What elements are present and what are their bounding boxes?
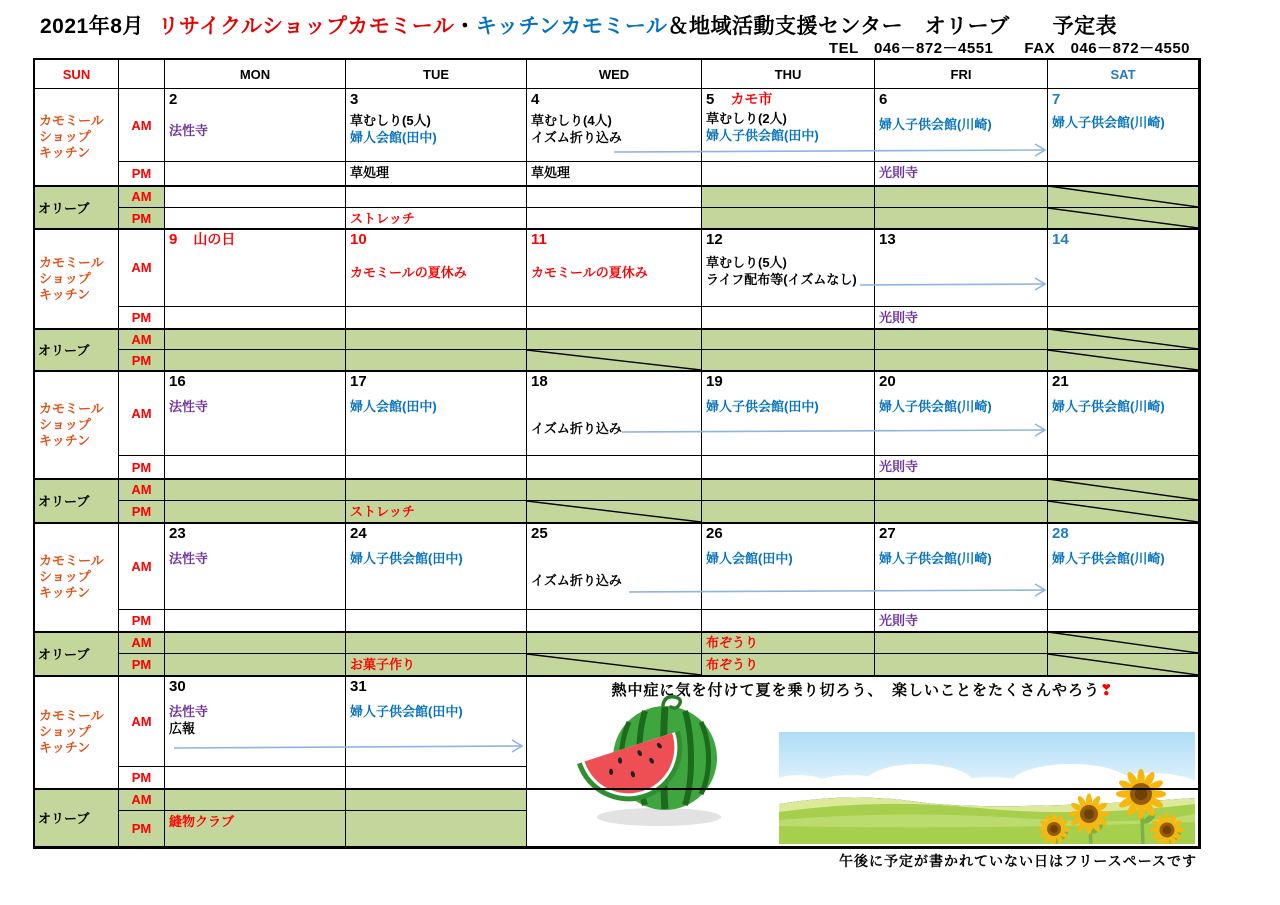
chamomile-label-line: カモミール <box>39 400 104 416</box>
pm-label: PM <box>119 307 165 329</box>
olive-cell-am-6 <box>875 186 1048 208</box>
olive-cell-pm-30 <box>165 811 346 847</box>
olive-cell-pm-28 <box>1048 654 1199 676</box>
summer-message: 熱中症に気を付けて夏を乗り切ろう、 楽しいことをたくさんやろう❣ <box>611 682 1114 699</box>
olive-pm-label: PM <box>119 811 165 847</box>
olive-cell-am-17 <box>346 479 527 501</box>
crossed-out-marker <box>1048 479 1198 500</box>
grid-separator <box>35 675 1199 677</box>
grid-separator <box>35 185 1199 187</box>
day-cell-pm-28 <box>1048 610 1199 632</box>
event-text: カモミールの夏休み <box>350 265 467 280</box>
event-text: 草むしり(4人) <box>531 113 612 128</box>
day-cell-pm-25 <box>527 610 702 632</box>
day-cell-am-10 <box>346 229 527 307</box>
event-text: お菓子作り <box>350 657 416 672</box>
day-cell-am-20 <box>875 371 1048 456</box>
event-text: 光則寺 <box>879 310 919 325</box>
date-note: 山の日 <box>193 231 236 247</box>
day-cell-am-2 <box>165 89 346 162</box>
olive-cell-am-18 <box>527 479 702 501</box>
am-label: AM <box>119 523 165 610</box>
date-number: 5 <box>706 91 715 108</box>
date-number: 7 <box>1052 91 1061 108</box>
date-number: 9 <box>169 231 178 248</box>
day-cell-pm-5 <box>702 162 875 186</box>
day-cell-am-5 <box>702 89 875 162</box>
olive-cell-am-24 <box>346 632 527 654</box>
olive-cell-am-21 <box>1048 479 1199 501</box>
day-cell-am-18 <box>527 371 702 456</box>
day-cell-pm-17 <box>346 456 527 479</box>
event-text: 縫物クラブ <box>169 814 235 829</box>
olive-cell-pm-31 <box>346 811 527 847</box>
day-cell-pm-12 <box>702 307 875 329</box>
title-rest: ＆地域活動支援センター オリーブ 予定表 <box>667 15 1118 38</box>
event-text: 法性寺 <box>169 551 209 566</box>
day-cell-am-23 <box>165 523 346 610</box>
event-text: ストレッチ <box>350 504 415 519</box>
event-text: 婦人子供会館(田中) <box>706 128 819 143</box>
event-text: 婦人会館(田中) <box>706 551 793 566</box>
olive-cell-am-25 <box>527 632 702 654</box>
olive-cell-am-4 <box>527 186 702 208</box>
date-number: 20 <box>879 373 896 390</box>
day-cell-pm-20 <box>875 456 1048 479</box>
header-cell-wed: WED <box>527 60 702 89</box>
summer-info-cell <box>527 676 1199 847</box>
olive-cell-am-2 <box>165 186 346 208</box>
olive-cell-am-5 <box>702 186 875 208</box>
date-number: 17 <box>350 373 367 390</box>
date-number: 18 <box>531 373 548 390</box>
event-text: 婦人会館(田中) <box>350 130 437 145</box>
date-number: 31 <box>350 678 367 695</box>
day-cell-am-3 <box>346 89 527 162</box>
olive-cell-pm-10 <box>346 350 527 371</box>
page-title <box>40 10 1117 40</box>
pm-label: PM <box>119 456 165 479</box>
day-cell-pm-6 <box>875 162 1048 186</box>
am-label: AM <box>119 229 165 307</box>
grid-separator <box>35 522 1199 524</box>
date-number: 3 <box>350 91 359 108</box>
olive-cell-am-23 <box>165 632 346 654</box>
day-cell-am-13 <box>875 229 1048 307</box>
tel-fax-line: TEL 046－872－4551 FAX 046－872－4550 <box>828 40 1190 57</box>
row-label-chamomile <box>35 523 119 632</box>
header-cell-sun: SUN <box>35 60 119 89</box>
chamomile-label-line: キッチン <box>39 145 91 160</box>
crossed-out-marker <box>527 654 701 675</box>
event-text: 婦人子供会館(田中) <box>350 704 463 719</box>
calendar-table <box>33 58 1201 849</box>
day-cell-pm-18 <box>527 456 702 479</box>
day-cell-am-31 <box>346 676 527 767</box>
event-text: 布ぞうり <box>706 635 759 650</box>
olive-cell-am-14 <box>1048 329 1199 350</box>
header-cell-mon: MON <box>165 60 346 89</box>
title-dot: ・ <box>454 15 476 38</box>
title-shop-name: リサイクルショップカモミール <box>157 15 455 38</box>
day-cell-pm-11 <box>527 307 702 329</box>
day-cell-am-12 <box>702 229 875 307</box>
chamomile-label-line: キッチン <box>39 432 91 448</box>
day-cell-am-19 <box>702 371 875 456</box>
crossed-out-marker <box>1048 329 1198 349</box>
olive-cell-pm-14 <box>1048 350 1199 371</box>
date-number: 6 <box>879 91 888 108</box>
olive-am-label: AM <box>119 632 165 654</box>
date-number: 30 <box>169 678 186 695</box>
olive-cell-am-28 <box>1048 632 1199 654</box>
day-cell-am-21 <box>1048 371 1199 456</box>
olive-cell-pm-16 <box>165 501 346 523</box>
day-cell-am-26 <box>702 523 875 610</box>
olive-cell-pm-6 <box>875 208 1048 229</box>
day-cell-pm-7 <box>1048 162 1199 186</box>
olive-cell-am-10 <box>346 329 527 350</box>
am-label: AM <box>119 676 165 767</box>
event-text: 婦人子供会館(川崎) <box>879 399 992 414</box>
day-cell-am-9 <box>165 229 346 307</box>
olive-am-label: AM <box>119 789 165 811</box>
date-number: 19 <box>706 373 723 390</box>
date-number: 13 <box>879 231 896 248</box>
chamomile-label-line: ショップ <box>39 416 91 432</box>
chamomile-label-line: ショップ <box>39 129 91 144</box>
date-number: 12 <box>706 231 723 248</box>
event-text: ライフ配布等(イズムなし) <box>706 272 857 287</box>
date-number: 14 <box>1052 231 1069 248</box>
title-kitchen-name: キッチンカモミール <box>475 15 668 38</box>
event-text: 草むしり(2人) <box>706 111 787 126</box>
day-cell-pm-14 <box>1048 307 1199 329</box>
event-text: 光則寺 <box>879 459 919 474</box>
chamomile-label-line: ショップ <box>39 569 91 584</box>
olive-cell-pm-17 <box>346 501 527 523</box>
grid-separator <box>35 228 1199 230</box>
olive-cell-am-12 <box>702 329 875 350</box>
pm-label: PM <box>119 767 165 789</box>
crossed-out-marker <box>1048 501 1198 522</box>
chamomile-label-line: カモミール <box>39 553 104 568</box>
free-space-note: 午後に予定が書かれていない日はフリースペースです <box>838 853 1197 869</box>
event-text: 光則寺 <box>879 613 919 628</box>
grid-separator <box>35 328 1199 330</box>
olive-cell-pm-19 <box>702 501 875 523</box>
day-cell-pm-21 <box>1048 456 1199 479</box>
event-text: 広報 <box>169 721 196 736</box>
olive-label: オリーブ <box>38 200 90 216</box>
crossed-out-marker <box>1048 632 1198 653</box>
olive-cell-pm-2 <box>165 208 346 229</box>
day-cell-pm-9 <box>165 307 346 329</box>
header-cell-tue: TUE <box>346 60 527 89</box>
olive-cell-am-7 <box>1048 186 1199 208</box>
event-text: 婦人子供会館(川崎) <box>879 551 992 566</box>
date-number: 11 <box>531 231 547 248</box>
event-text: 光則寺 <box>879 165 919 180</box>
event-text: 草むしり(5人) <box>350 113 431 128</box>
row-label-chamomile <box>35 229 119 329</box>
day-cell-pm-31 <box>346 767 527 789</box>
date-number: 4 <box>531 91 540 108</box>
date-number: 16 <box>169 373 186 390</box>
olive-pm-label: PM <box>119 654 165 676</box>
olive-cell-pm-26 <box>702 654 875 676</box>
olive-label: オリーブ <box>38 647 90 662</box>
day-cell-pm-10 <box>346 307 527 329</box>
date-number: 24 <box>350 525 367 542</box>
event-text: 婦人会館(田中) <box>350 399 437 414</box>
day-cell-pm-19 <box>702 456 875 479</box>
date-number: 27 <box>879 525 896 542</box>
chamomile-label-line: ショップ <box>39 270 91 286</box>
chamomile-label-line: カモミール <box>39 708 104 723</box>
day-cell-pm-16 <box>165 456 346 479</box>
pm-label: PM <box>119 610 165 632</box>
crossed-out-marker <box>1048 186 1198 207</box>
day-cell-am-4 <box>527 89 702 162</box>
row-label-olive <box>35 789 119 847</box>
day-cell-am-11 <box>527 229 702 307</box>
event-text: 婦人子供会館(田中) <box>350 551 463 566</box>
day-cell-am-6 <box>875 89 1048 162</box>
grid-separator <box>35 788 1199 790</box>
day-cell-am-25 <box>527 523 702 610</box>
olive-label: オリーブ <box>38 494 90 509</box>
day-cell-am-14 <box>1048 229 1199 307</box>
chamomile-label-line: カモミール <box>39 113 104 128</box>
chamomile-label-line: ショップ <box>39 724 91 739</box>
chamomile-label-line: カモミール <box>39 254 104 270</box>
day-cell-am-24 <box>346 523 527 610</box>
day-cell-pm-27 <box>875 610 1048 632</box>
day-cell-am-7 <box>1048 89 1199 162</box>
date-number: 28 <box>1052 525 1069 542</box>
header-cell-thu: THU <box>702 60 875 89</box>
olive-cell-pm-4 <box>527 208 702 229</box>
row-label-chamomile <box>35 89 119 186</box>
date-number: 26 <box>706 525 723 542</box>
olive-cell-pm-7 <box>1048 208 1199 229</box>
event-text: カモミールの夏休み <box>531 265 648 280</box>
title-month: 2021年8月 <box>40 15 144 38</box>
event-text: 婦人子供会館(川崎) <box>1052 115 1165 130</box>
row-label-chamomile <box>35 371 119 479</box>
pm-label: PM <box>119 162 165 186</box>
event-text: 草むしり(5人) <box>706 255 787 270</box>
row-label-olive <box>35 329 119 371</box>
day-cell-pm-2 <box>165 162 346 186</box>
day-cell-pm-30 <box>165 767 346 789</box>
olive-cell-pm-9 <box>165 350 346 371</box>
olive-pm-label: PM <box>119 501 165 523</box>
event-text: ストレッチ <box>350 211 415 226</box>
date-number: 2 <box>169 91 178 108</box>
olive-pm-label: PM <box>119 350 165 371</box>
olive-cell-pm-27 <box>875 654 1048 676</box>
olive-am-label: AM <box>119 329 165 350</box>
olive-cell-pm-13 <box>875 350 1048 371</box>
chamomile-label-line: キッチン <box>39 286 91 302</box>
olive-cell-pm-24 <box>346 654 527 676</box>
row-label-chamomile <box>35 676 119 789</box>
event-text: 草処理 <box>531 165 571 180</box>
day-cell-am-16 <box>165 371 346 456</box>
event-text: 法性寺 <box>169 399 209 414</box>
olive-cell-pm-11 <box>527 350 702 371</box>
day-cell-pm-4 <box>527 162 702 186</box>
day-cell-am-28 <box>1048 523 1199 610</box>
am-label: AM <box>119 371 165 456</box>
olive-cell-am-9 <box>165 329 346 350</box>
grid-separator <box>35 478 1199 480</box>
heart-exclamation-icon: ❣ <box>1099 682 1114 699</box>
day-cell-am-27 <box>875 523 1048 610</box>
date-number: 21 <box>1052 373 1069 390</box>
event-text: 法性寺 <box>169 123 209 138</box>
olive-pm-label: PM <box>119 208 165 229</box>
day-cell-pm-26 <box>702 610 875 632</box>
olive-cell-pm-25 <box>527 654 702 676</box>
row-label-olive <box>35 186 119 229</box>
row-label-olive <box>35 632 119 676</box>
crossed-out-marker <box>1048 350 1198 370</box>
olive-label: オリーブ <box>38 343 90 358</box>
header-cell-fri: FRI <box>875 60 1048 89</box>
date-note: カモ市 <box>730 91 773 107</box>
day-cell-pm-24 <box>346 610 527 632</box>
olive-cell-pm-12 <box>702 350 875 371</box>
event-text: 布ぞうり <box>706 657 759 672</box>
crossed-out-marker <box>527 350 701 370</box>
day-cell-am-30 <box>165 676 346 767</box>
olive-cell-pm-21 <box>1048 501 1199 523</box>
crossed-out-marker <box>1048 208 1198 228</box>
day-cell-pm-23 <box>165 610 346 632</box>
event-text: 婦人子供会館(川崎) <box>879 117 992 132</box>
grid-separator <box>35 631 1199 633</box>
olive-cell-am-26 <box>702 632 875 654</box>
olive-am-label: AM <box>119 479 165 501</box>
event-text: イズム折り込み <box>531 421 622 436</box>
olive-cell-pm-23 <box>165 654 346 676</box>
crossed-out-marker <box>527 501 701 522</box>
day-cell-pm-3 <box>346 162 527 186</box>
olive-cell-am-13 <box>875 329 1048 350</box>
event-text: 婦人子供会館(川崎) <box>1052 399 1165 414</box>
grid-separator <box>35 370 1199 372</box>
olive-cell-am-27 <box>875 632 1048 654</box>
olive-cell-am-19 <box>702 479 875 501</box>
day-cell-pm-13 <box>875 307 1048 329</box>
event-text: イズム折り込み <box>531 130 622 145</box>
event-text: 法性寺 <box>169 704 209 719</box>
olive-cell-am-3 <box>346 186 527 208</box>
olive-cell-pm-20 <box>875 501 1048 523</box>
row-label-olive <box>35 479 119 523</box>
olive-cell-am-11 <box>527 329 702 350</box>
watermelon-illustration <box>567 692 737 827</box>
header-cell-sat: SAT <box>1048 60 1199 89</box>
date-number: 25 <box>531 525 548 542</box>
chamomile-label-line: キッチン <box>39 740 91 755</box>
olive-cell-pm-5 <box>702 208 875 229</box>
event-text: 婦人子供会館(川崎) <box>1052 551 1165 566</box>
header-cell-ampm <box>119 60 165 89</box>
chamomile-label-line: キッチン <box>39 585 91 600</box>
olive-cell-am-30 <box>165 789 346 811</box>
am-label: AM <box>119 89 165 162</box>
olive-cell-am-20 <box>875 479 1048 501</box>
olive-cell-am-31 <box>346 789 527 811</box>
olive-am-label: AM <box>119 186 165 208</box>
day-cell-am-17 <box>346 371 527 456</box>
date-number: 10 <box>350 231 367 248</box>
date-number: 23 <box>169 525 186 542</box>
olive-cell-am-16 <box>165 479 346 501</box>
olive-cell-pm-3 <box>346 208 527 229</box>
event-text: イズム折り込み <box>531 573 622 588</box>
olive-cell-pm-18 <box>527 501 702 523</box>
crossed-out-marker <box>1048 654 1198 675</box>
event-text: 婦人子供会館(田中) <box>706 399 819 414</box>
olive-label: オリーブ <box>38 811 90 826</box>
event-text: 草処理 <box>350 165 390 180</box>
